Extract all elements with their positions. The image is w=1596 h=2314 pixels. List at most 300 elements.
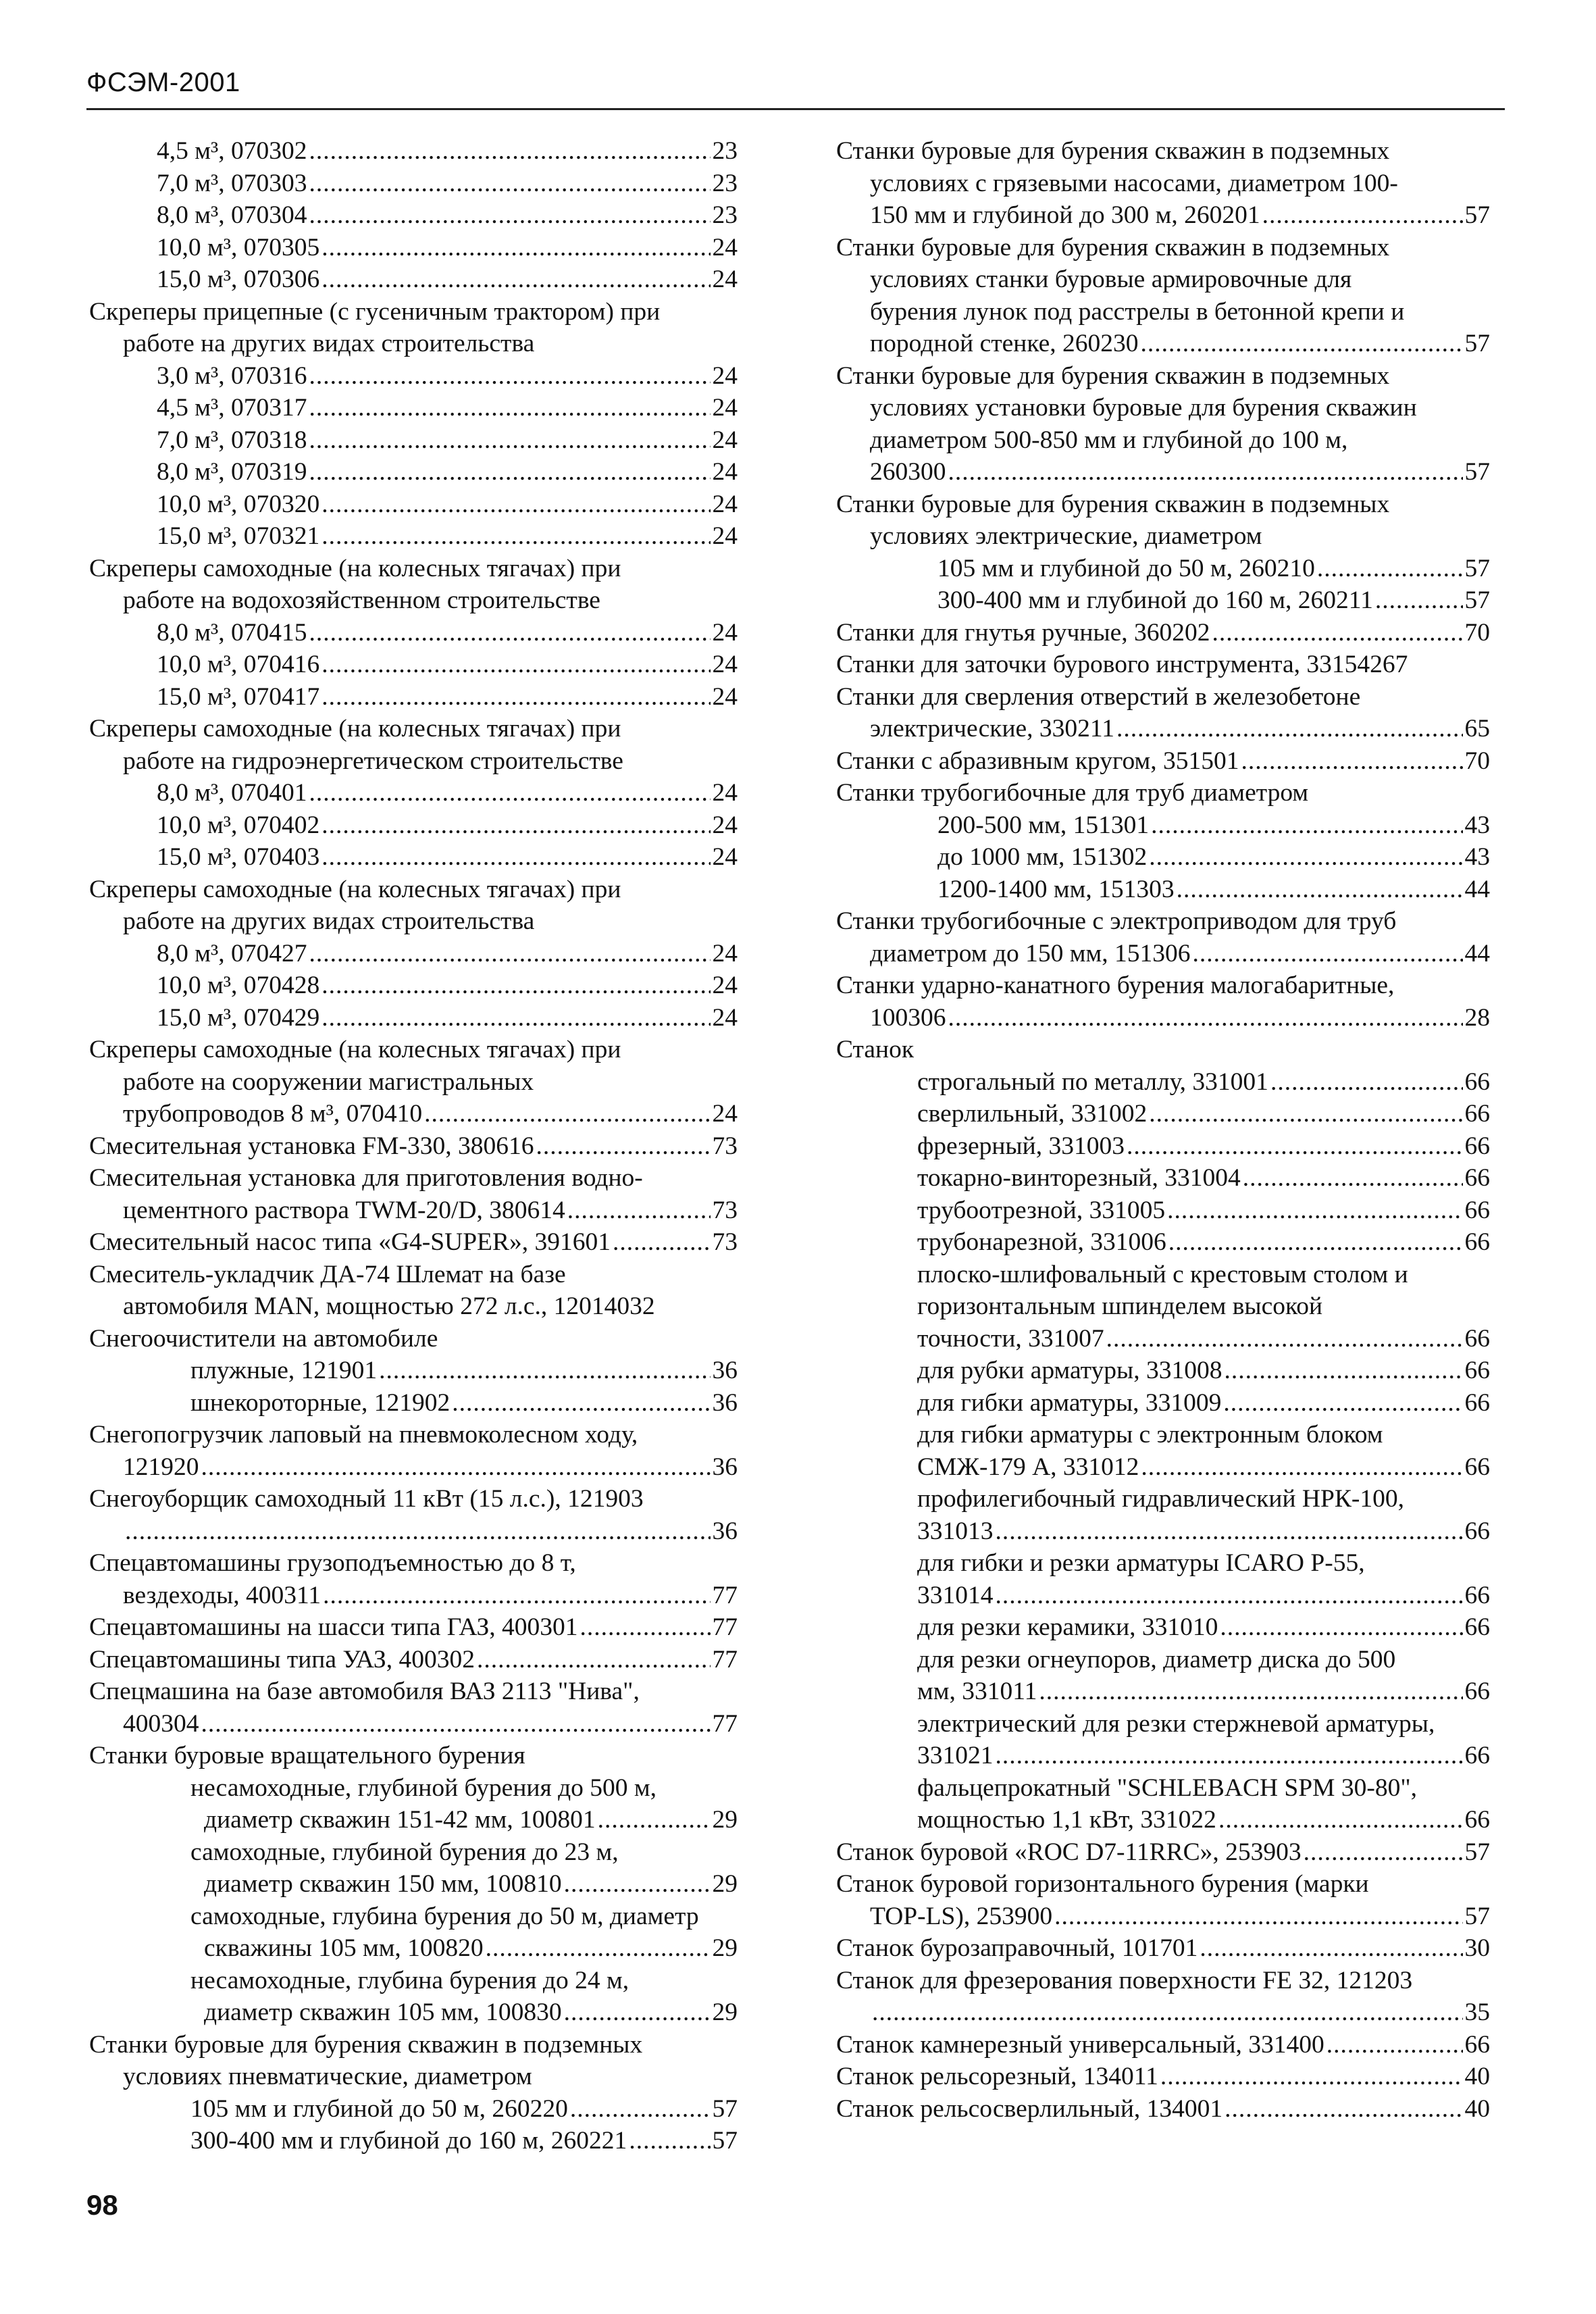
entry-text: фальцепрокатный "SCHLEBACH SPM 30-80", bbox=[917, 1774, 1418, 1802]
entry-text: Спецмашина на базе автомобиля ВАЗ 2113 "Нива", bbox=[89, 1678, 640, 1705]
leader-dots bbox=[567, 1194, 711, 1227]
page-ref: 57 bbox=[1464, 586, 1490, 614]
index-entry bbox=[89, 424, 738, 457]
page-ref: 66 bbox=[1464, 1517, 1490, 1545]
leader-dots bbox=[477, 1644, 711, 1676]
page-ref: 24 bbox=[712, 779, 738, 807]
index-entry bbox=[89, 1355, 738, 1387]
index-entry bbox=[836, 1259, 1490, 1355]
index-entry bbox=[89, 1419, 738, 1483]
entry-text: условиях пневматические, диаметром bbox=[123, 2063, 532, 2090]
leader-dots bbox=[1192, 938, 1462, 970]
entry-text: скважины 105 мм, 100820 bbox=[204, 1934, 484, 1962]
entry-text: 15,0 м³, 070403 bbox=[157, 843, 320, 871]
index-entry bbox=[89, 1547, 738, 1611]
leader-dots bbox=[1167, 1194, 1462, 1227]
page-ref: 77 bbox=[712, 1709, 738, 1738]
leader-dots bbox=[309, 199, 710, 232]
entry-text: условиях установки буровые для бурения скважин bbox=[870, 394, 1417, 422]
page-ref: 24 bbox=[712, 811, 738, 839]
leader-dots bbox=[321, 841, 710, 874]
index-entry bbox=[836, 1034, 1490, 1066]
page-ref: 57 bbox=[1464, 330, 1490, 357]
leader-dots bbox=[309, 938, 710, 970]
page-ref: 24 bbox=[712, 1100, 738, 1128]
entry-text: Спецавтомашины грузоподъемностью до 8 т, bbox=[89, 1549, 576, 1577]
entry-text: работе на других видах строительства bbox=[123, 907, 535, 935]
entry-text: 10,0 м³, 070428 bbox=[157, 972, 320, 999]
entry-text: для резки огнеупоров, диаметр диска до 500 bbox=[917, 1645, 1396, 1674]
page-ref: 29 bbox=[712, 1870, 738, 1898]
page-ref: 24 bbox=[712, 843, 738, 871]
entry-text: самоходные, глубиной бурения до 23 м, bbox=[190, 1838, 619, 1866]
page-ref: 57 bbox=[1464, 554, 1490, 582]
leader-dots bbox=[996, 1515, 1463, 1548]
entry-text: для гибки и резки арматуры ICARO P-55, bbox=[917, 1549, 1365, 1577]
page-ref: 36 bbox=[712, 1517, 738, 1545]
page-ref: 66 bbox=[1464, 1067, 1490, 1096]
leader-dots bbox=[996, 1580, 1463, 1612]
leader-dots bbox=[309, 135, 710, 168]
entry-text: 15,0 м³, 070306 bbox=[157, 266, 320, 293]
page-ref: 57 bbox=[1464, 458, 1490, 486]
page-ref: 29 bbox=[712, 1806, 738, 1834]
page-ref: 73 bbox=[712, 1228, 738, 1256]
leader-dots bbox=[321, 970, 710, 1002]
index-entry bbox=[836, 1836, 1490, 1869]
entry-text: Станки ударно-канатного бурения малогабаритные, bbox=[836, 972, 1395, 999]
index-entry bbox=[89, 392, 738, 424]
index-entry bbox=[836, 1162, 1490, 1194]
entry-text: Станок для фрезерования поверхности FE 32, 121203 bbox=[836, 1966, 1413, 1994]
entry-text: 100306 bbox=[870, 1003, 946, 1032]
entry-text: несамоходные, глубина бурения до 24 м, bbox=[190, 1966, 629, 1994]
leader-dots bbox=[598, 1804, 711, 1836]
index-entry bbox=[836, 681, 1490, 745]
entry-text: условиях станки буровые армировочные для bbox=[870, 266, 1352, 293]
leader-dots bbox=[1327, 2029, 1463, 2061]
entry-text: диаметр скважин 151-42 мм, 100801 bbox=[204, 1806, 596, 1834]
leader-dots bbox=[1160, 2061, 1463, 2093]
index-entry bbox=[89, 649, 738, 681]
entry-text: плоско-шлифовальный с крестовым столом и bbox=[917, 1260, 1408, 1288]
index-entry bbox=[836, 970, 1490, 1034]
page-ref: 30 bbox=[1464, 1934, 1490, 1962]
entry-text: Скреперы самоходные (на колесных тягачах) при bbox=[89, 554, 621, 582]
index-entry bbox=[89, 232, 738, 264]
entry-text: СМЖ-179 А, 331012 bbox=[917, 1453, 1139, 1481]
leader-dots bbox=[1151, 809, 1462, 842]
index-entry bbox=[836, 905, 1490, 970]
index-entry bbox=[89, 681, 738, 713]
index-entry bbox=[89, 617, 738, 649]
leader-dots bbox=[321, 1002, 710, 1034]
index-entry bbox=[89, 1483, 738, 1547]
leader-dots bbox=[1200, 1932, 1462, 1965]
index-entry bbox=[89, 938, 738, 970]
entry-text: шнекороторные, 121902 bbox=[190, 1388, 451, 1417]
leader-dots bbox=[1225, 2093, 1462, 2126]
page-ref: 24 bbox=[712, 361, 738, 390]
page-ref: 36 bbox=[712, 1357, 738, 1384]
index-entry bbox=[89, 456, 738, 488]
page-ref: 24 bbox=[712, 972, 738, 999]
page-ref: 70 bbox=[1464, 618, 1490, 647]
page-ref: 57 bbox=[712, 2094, 738, 2123]
index-entry bbox=[89, 1323, 738, 1355]
entry-text: Смесительный насос типа «G4-SUPER», 391601 bbox=[89, 1228, 611, 1256]
index-entry bbox=[89, 1387, 738, 1419]
leader-dots bbox=[309, 617, 710, 649]
entry-text: 1200-1400 мм, 151303 bbox=[937, 875, 1175, 903]
index-entry bbox=[89, 1226, 738, 1259]
entry-text: Смеситель-укладчик ДА-74 Шлемат на базе bbox=[89, 1260, 566, 1288]
entry-text: условиях с грязевыми насосами, диаметром 100- bbox=[870, 169, 1398, 197]
leader-dots bbox=[309, 168, 710, 200]
index-entry bbox=[89, 1644, 738, 1676]
page-ref: 66 bbox=[1464, 1164, 1490, 1192]
leader-dots bbox=[1224, 1355, 1462, 1387]
entry-text: Станки для заточки бурового инструмента, 33154267 bbox=[836, 651, 1408, 678]
index-entry bbox=[89, 1740, 738, 1772]
entry-text: 4,5 м³, 070302 bbox=[157, 137, 307, 165]
entry-text: строгальный по металлу, 331001 bbox=[917, 1067, 1268, 1096]
entry-text: 10,0 м³, 070416 bbox=[157, 651, 320, 678]
entry-text: для гибки арматуры с электронным блоком bbox=[917, 1421, 1383, 1449]
leader-dots bbox=[1039, 1676, 1462, 1708]
index-entry bbox=[836, 777, 1490, 809]
index-entry bbox=[89, 168, 738, 200]
leader-dots bbox=[1317, 553, 1463, 585]
entry-text: TOP-LS), 253900 bbox=[870, 1902, 1053, 1930]
entry-text: 105 мм и глубиной до 50 м, 260210 bbox=[937, 554, 1315, 582]
leader-dots bbox=[1177, 874, 1463, 906]
page-ref: 66 bbox=[1464, 1228, 1490, 1256]
entry-text: цементного раствора TWM-20/D, 380614 bbox=[123, 1196, 565, 1224]
header-rule bbox=[86, 108, 1505, 110]
entry-text: 150 мм и глубиной до 300 м, 260201 bbox=[870, 201, 1260, 229]
entry-text: Станки трубогибочные с электроприводом для труб bbox=[836, 907, 1397, 935]
page-ref: 24 bbox=[712, 522, 738, 550]
entry-text: Станок bbox=[836, 1036, 915, 1063]
entry-text: 8,0 м³, 070304 bbox=[157, 201, 307, 229]
entry-text: Станок бурозаправочный, 101701 bbox=[836, 1934, 1198, 1962]
entry-text: 7,0 м³, 070303 bbox=[157, 169, 307, 197]
entry-text: 8,0 м³, 070319 bbox=[157, 458, 307, 486]
page-ref: 24 bbox=[712, 618, 738, 647]
page-ref: 24 bbox=[712, 682, 738, 711]
entry-text: работе на других видах строительства bbox=[123, 330, 535, 357]
entry-text: 15,0 м³, 070429 bbox=[157, 1003, 320, 1032]
page-ref: 43 bbox=[1464, 811, 1490, 839]
index-entry bbox=[836, 1772, 1490, 1836]
index-entry bbox=[836, 874, 1490, 906]
page-ref: 23 bbox=[712, 201, 738, 229]
index-entry bbox=[836, 1355, 1490, 1387]
entry-text: Снегопогрузчик лаповый на пневмоколесном ходу, bbox=[89, 1421, 638, 1449]
index-entry bbox=[89, 809, 738, 842]
leader-dots bbox=[948, 1002, 1463, 1034]
page-ref: 24 bbox=[712, 266, 738, 293]
entry-text: 10,0 м³, 070402 bbox=[157, 811, 320, 839]
entry-text: точности, 331007 bbox=[917, 1324, 1104, 1353]
entry-text: горизонтальным шпинделем высокой bbox=[917, 1292, 1323, 1320]
entry-text: диаметр скважин 105 мм, 100830 bbox=[204, 1998, 562, 2026]
page-ref: 43 bbox=[1464, 843, 1490, 871]
index-entry bbox=[89, 777, 738, 809]
entry-text: до 1000 мм, 151302 bbox=[937, 843, 1148, 871]
leader-dots bbox=[629, 2125, 710, 2157]
index-entry bbox=[89, 1772, 738, 1836]
entry-text: 331013 bbox=[917, 1517, 994, 1545]
entry-text: 300-400 мм и глубиной до 160 м, 260221 bbox=[190, 2127, 627, 2155]
entry-text: бурения лунок под расстрелы в бетонной крепи и bbox=[870, 297, 1405, 326]
running-header: ФСЭМ-2001 bbox=[86, 68, 240, 97]
index-entry bbox=[89, 2125, 738, 2157]
leader-dots bbox=[323, 1580, 710, 1612]
index-entry bbox=[836, 1419, 1490, 1483]
leader-dots bbox=[1106, 1323, 1463, 1355]
leader-dots bbox=[1054, 1901, 1462, 1933]
page-ref: 57 bbox=[1464, 201, 1490, 229]
entry-text: Станок буровой «ROC D7-11RRC», 253903 bbox=[836, 1838, 1302, 1866]
entry-text: Станки для сверления отверстий в железобетоне bbox=[836, 682, 1361, 711]
entry-text: породной стенке, 260230 bbox=[870, 330, 1139, 357]
index-entry bbox=[89, 874, 738, 938]
entry-text: мощностью 1,1 кВт, 331022 bbox=[917, 1806, 1216, 1834]
index-entry bbox=[89, 1965, 738, 2029]
entry-text: для резки керамики, 331010 bbox=[917, 1613, 1218, 1641]
index-entry bbox=[89, 1002, 738, 1034]
entry-text: 7,0 м³, 070318 bbox=[157, 426, 307, 454]
page-ref: 57 bbox=[1464, 1902, 1490, 1930]
page-ref: 66 bbox=[1464, 1196, 1490, 1224]
entry-text: автомобиля MAN, мощностью 272 л.с., 12014032 bbox=[123, 1292, 655, 1320]
index-entry bbox=[836, 553, 1490, 585]
index-entry bbox=[836, 135, 1490, 232]
page-ref: 44 bbox=[1464, 939, 1490, 967]
page-ref: 24 bbox=[712, 939, 738, 967]
entry-text: для гибки арматуры, 331009 bbox=[917, 1388, 1222, 1417]
page-ref: 24 bbox=[712, 490, 738, 518]
page-ref: 66 bbox=[1464, 1678, 1490, 1705]
entry-text: Станки с абразивным кругом, 351501 bbox=[836, 747, 1239, 775]
leader-dots bbox=[564, 1868, 711, 1901]
page-ref: 57 bbox=[1464, 1838, 1490, 1866]
entry-text: условиях электрические, диаметром bbox=[870, 522, 1262, 550]
entry-text: 331014 bbox=[917, 1581, 994, 1609]
index-entry bbox=[836, 1965, 1490, 2029]
page-ref: 57 bbox=[712, 2127, 738, 2155]
index-entry bbox=[89, 1836, 738, 1901]
entry-text: Станки буровые вращательного бурения bbox=[89, 1742, 525, 1769]
entry-text: трубоотрезной, 331005 bbox=[917, 1196, 1166, 1224]
page-ref: 65 bbox=[1464, 715, 1490, 743]
entry-text: Станки для гнутья ручные, 360202 bbox=[836, 618, 1210, 647]
entry-text: диаметр скважин 150 мм, 100810 bbox=[204, 1870, 562, 1898]
leader-dots bbox=[1304, 1836, 1463, 1869]
leader-dots bbox=[536, 1130, 710, 1163]
index-entry bbox=[89, 1130, 738, 1163]
leader-dots bbox=[872, 1996, 1463, 2029]
leader-dots bbox=[1212, 617, 1463, 649]
index-entry bbox=[836, 1547, 1490, 1611]
entry-text: Скреперы самоходные (на колесных тягачах) при bbox=[89, 875, 621, 903]
entry-text: Скреперы прицепные (с гусеничным трактором) при bbox=[89, 297, 661, 326]
entry-text: для рубки арматуры, 331008 bbox=[917, 1357, 1222, 1384]
index-entry bbox=[89, 199, 738, 232]
entry-text: мм, 331011 bbox=[917, 1678, 1037, 1705]
entry-text: Снегоочистители на автомобиле bbox=[89, 1324, 438, 1353]
entry-text: 105 мм и глубиной до 50 м, 260220 bbox=[190, 2094, 568, 2123]
index-entry bbox=[836, 1644, 1490, 1708]
entry-text: Станок рельсорезный, 134011 bbox=[836, 2063, 1158, 2090]
page-ref: 36 bbox=[712, 1388, 738, 1417]
index-entry bbox=[89, 841, 738, 874]
page-number: 98 bbox=[86, 2189, 118, 2221]
index-entry bbox=[836, 1130, 1490, 1163]
index-entry bbox=[89, 713, 738, 777]
entry-text: работе на водохозяйственном строительстве bbox=[123, 586, 600, 614]
index-entry bbox=[89, 1901, 738, 1965]
page-ref: 29 bbox=[712, 1934, 738, 1962]
page-ref: 70 bbox=[1464, 747, 1490, 775]
page-ref: 24 bbox=[712, 233, 738, 261]
index-entry bbox=[89, 135, 738, 168]
leader-dots bbox=[321, 520, 710, 553]
index-entry bbox=[836, 809, 1490, 842]
leader-dots bbox=[125, 1515, 711, 1548]
index-entry bbox=[836, 1868, 1490, 1932]
index-entry bbox=[89, 1611, 738, 1644]
page-ref: 44 bbox=[1464, 875, 1490, 903]
page-ref: 77 bbox=[712, 1645, 738, 1674]
entry-text: электрический для резки стержневой арматуры, bbox=[917, 1709, 1435, 1738]
entry-text: 121920 bbox=[123, 1453, 199, 1481]
page-ref: 23 bbox=[712, 169, 738, 197]
leader-dots bbox=[1262, 199, 1463, 232]
index-entry bbox=[89, 360, 738, 393]
entry-text: работе на сооружении магистральных bbox=[123, 1067, 534, 1096]
leader-dots bbox=[564, 1996, 711, 2029]
leader-dots bbox=[1149, 1098, 1462, 1130]
index-entry bbox=[89, 2029, 738, 2093]
leader-dots bbox=[996, 1740, 1463, 1772]
index-entry bbox=[89, 970, 738, 1002]
entry-text: 260300 bbox=[870, 458, 946, 486]
entry-text: Станок буровой горизонтального бурения (марки bbox=[836, 1870, 1369, 1898]
leader-dots bbox=[1116, 713, 1462, 745]
entry-text: работе на гидроэнергетическом строительстве bbox=[123, 747, 623, 775]
entry-text: профилегибочный гидравлический НРК-100, bbox=[917, 1485, 1404, 1513]
page-ref: 66 bbox=[1464, 1613, 1490, 1641]
page-ref: 40 bbox=[1464, 2063, 1490, 2090]
leader-dots bbox=[379, 1355, 710, 1387]
entry-text: Станок камнерезный универсальный, 331400 bbox=[836, 2030, 1324, 2059]
entry-text: 8,0 м³, 070415 bbox=[157, 618, 307, 647]
index-entry bbox=[836, 1066, 1490, 1099]
entry-text: Скреперы самоходные (на колесных тягачах) при bbox=[89, 715, 621, 743]
index-entry bbox=[836, 1098, 1490, 1130]
index-entry bbox=[89, 1259, 738, 1323]
page-ref: 66 bbox=[1464, 1100, 1490, 1128]
leader-dots bbox=[309, 456, 710, 488]
page-ref: 40 bbox=[1464, 2094, 1490, 2123]
page-ref: 29 bbox=[712, 1998, 738, 2026]
index-entry bbox=[836, 1708, 1490, 1772]
index-entry bbox=[836, 1932, 1490, 1965]
leader-dots bbox=[321, 488, 710, 521]
entry-text: Станки буровые для бурения скважин в подземных bbox=[836, 361, 1390, 390]
leader-dots bbox=[1375, 584, 1463, 617]
page-ref: 66 bbox=[1464, 1357, 1490, 1384]
index-entry bbox=[836, 1226, 1490, 1259]
index-entry bbox=[89, 263, 738, 296]
page-ref: 23 bbox=[712, 137, 738, 165]
page-ref: 66 bbox=[1464, 1742, 1490, 1769]
index-entry bbox=[836, 649, 1490, 681]
leader-dots bbox=[1141, 328, 1463, 360]
entry-text: Спецавтомашины на шасси типа ГАЗ, 400301 bbox=[89, 1613, 578, 1641]
entry-text: диаметром до 150 мм, 151306 bbox=[870, 939, 1191, 967]
leader-dots bbox=[1243, 1162, 1463, 1194]
index-entry bbox=[89, 2093, 738, 2126]
entry-text: самоходные, глубина бурения до 50 м, диаметр bbox=[190, 1902, 699, 1930]
entry-text: Станки трубогибочные для труб диаметром bbox=[836, 779, 1309, 807]
entry-text: 400304 bbox=[123, 1709, 199, 1738]
leader-dots bbox=[1168, 1226, 1463, 1259]
leader-dots bbox=[321, 263, 710, 296]
leader-dots bbox=[948, 456, 1463, 488]
entry-text: трубопроводов 8 м³, 070410 bbox=[123, 1100, 423, 1128]
index-entry bbox=[836, 488, 1490, 553]
entry-text: несамоходные, глубиной бурения до 500 м, bbox=[190, 1774, 657, 1802]
entry-text: 10,0 м³, 070320 bbox=[157, 490, 320, 518]
leader-dots bbox=[1241, 745, 1463, 778]
leader-dots bbox=[309, 392, 710, 424]
leader-dots bbox=[1127, 1130, 1463, 1163]
index-column-right bbox=[836, 135, 1490, 2125]
index-entry bbox=[836, 617, 1490, 649]
page-ref: 66 bbox=[1464, 1581, 1490, 1609]
entry-text: 15,0 м³, 070417 bbox=[157, 682, 320, 711]
index-entry bbox=[836, 360, 1490, 488]
entry-text: Спецавтомашины типа УАЗ, 400302 bbox=[89, 1645, 475, 1674]
page-ref: 66 bbox=[1464, 1806, 1490, 1834]
leader-dots bbox=[321, 809, 710, 842]
leader-dots bbox=[1270, 1066, 1463, 1099]
entry-text: Станки буровые для бурения скважин в подземных bbox=[836, 137, 1390, 165]
index-entry bbox=[836, 584, 1490, 617]
entry-text: 3,0 м³, 070316 bbox=[157, 361, 307, 390]
entry-text: 300-400 мм и глубиной до 160 м, 260211 bbox=[937, 586, 1373, 614]
index-entry bbox=[836, 2093, 1490, 2126]
entry-text: 15,0 м³, 070321 bbox=[157, 522, 320, 550]
page-ref: 24 bbox=[712, 394, 738, 422]
leader-dots bbox=[1223, 1387, 1462, 1419]
page-ref: 66 bbox=[1464, 1132, 1490, 1160]
index-entry bbox=[836, 1194, 1490, 1227]
index-entry bbox=[836, 1387, 1490, 1419]
leader-dots bbox=[201, 1451, 711, 1484]
index-entry bbox=[836, 1611, 1490, 1644]
index-entry bbox=[89, 296, 738, 360]
leader-dots bbox=[309, 777, 710, 809]
page-ref: 24 bbox=[712, 1003, 738, 1032]
leader-dots bbox=[321, 681, 710, 713]
page-ref: 24 bbox=[712, 458, 738, 486]
page-ref: 66 bbox=[1464, 1453, 1490, 1481]
